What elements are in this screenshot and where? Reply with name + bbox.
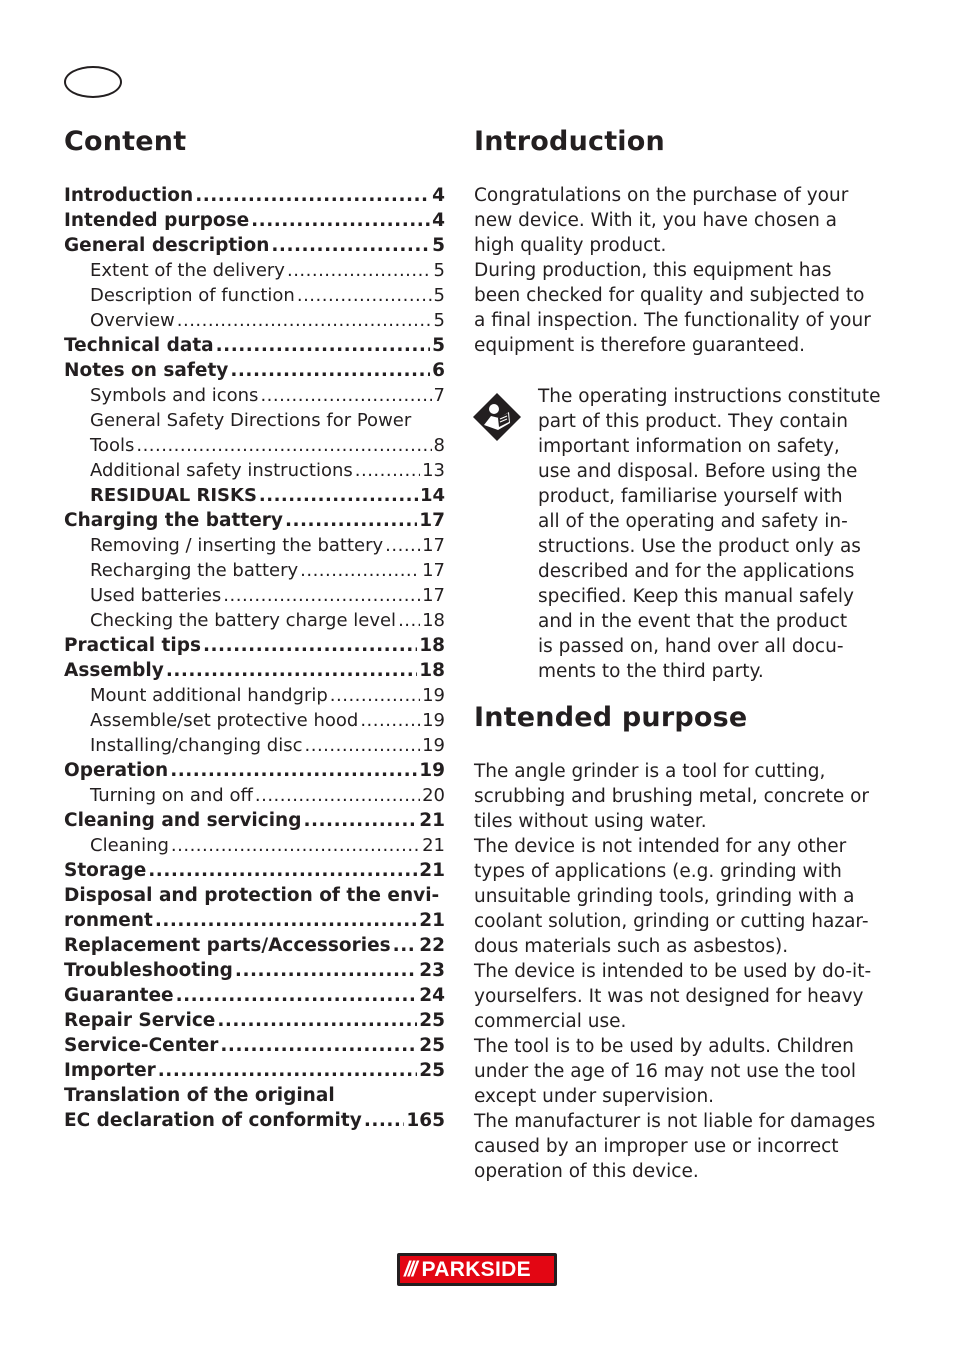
manual-note-line: The operating instructions constitute: [538, 386, 881, 407]
intended-purpose-line: dous materials such as asbestos).: [474, 936, 789, 957]
toc-leader-dots: [364, 1108, 405, 1133]
toc-leader-dots: [171, 833, 420, 858]
toc-entry-page: 21: [422, 835, 445, 856]
manual-note-line: part of this product. They contain: [538, 411, 848, 432]
toc-leader-dots: [230, 358, 430, 383]
toc-entry-page: 14: [419, 485, 445, 506]
toc-entry-label: Charging the battery: [64, 510, 283, 531]
toc-entry: [64, 783, 445, 808]
toc-entry-page: 7: [433, 385, 445, 406]
toc-entry-label: Importer: [64, 1060, 156, 1081]
toc-entry-label: Service-Center: [64, 1035, 219, 1056]
toc-entry-label: ronment: [64, 910, 153, 931]
toc-entry-label: Recharging the battery: [90, 560, 299, 581]
intended-purpose-line: The tool is to be used by adults. Children: [474, 1036, 854, 1057]
toc-entry: [64, 708, 445, 733]
toc-entry-label: Overview: [90, 310, 175, 331]
intended-purpose-line: yourselfers. It was not designed for heavy: [474, 986, 864, 1007]
manual-note-line: structions. Use the product only as: [538, 536, 861, 557]
toc-leader-dots: [360, 708, 420, 733]
toc-entry: [64, 1033, 445, 1058]
toc-entry-page: 21: [419, 910, 445, 931]
table-of-contents: [64, 183, 445, 1133]
toc-entry-label: Turning on and off: [90, 785, 253, 806]
manual-note-line: important information on safety,: [538, 436, 840, 457]
toc-leader-dots: [170, 758, 417, 783]
toc-leader-dots: [223, 583, 420, 608]
toc-leader-dots: [393, 933, 418, 958]
toc-entry: [64, 258, 445, 283]
toc-leader-dots: [255, 783, 420, 808]
toc-entry-label: Checking the battery charge level: [90, 610, 397, 631]
toc-entry-label: Extent of the delivery: [90, 260, 285, 281]
toc-entry-page: 19: [422, 735, 445, 756]
toc-entry: [64, 183, 445, 208]
toc-leader-dots: [385, 533, 420, 558]
toc-entry: [64, 958, 445, 983]
toc-entry-page: 18: [419, 635, 445, 656]
toc-entry-label: Repair Service: [64, 1010, 216, 1031]
toc-entry-page: 21: [419, 810, 445, 831]
intended-purpose-line: under the age of 16 may not use the tool: [474, 1061, 857, 1082]
toc-entry: [64, 1058, 445, 1083]
toc-entry: [64, 858, 445, 883]
toc-leader-dots: [220, 1033, 417, 1058]
toc-entry: [64, 833, 445, 858]
toc-entry-page: 17: [419, 510, 445, 531]
toc-entry: [64, 758, 445, 783]
toc-entry: [64, 983, 445, 1008]
toc-entry-label: Operation: [64, 760, 169, 781]
manual-note-line: use and disposal. Before using the: [538, 461, 858, 482]
toc-entry-page: 5: [433, 310, 445, 331]
toc-entry-page: 13: [422, 460, 445, 481]
toc-entry: [64, 233, 445, 258]
intended-purpose-line: types of applications (e.g. grinding with: [474, 861, 842, 882]
toc-entry: [64, 458, 445, 483]
toc-entry: [64, 508, 445, 533]
manual-note-line: specified. Keep this manual safely: [538, 586, 854, 607]
toc-entry-label: Tools: [90, 435, 135, 456]
toc-entry-label: Installing/changing disc: [90, 735, 303, 756]
toc-entry-label: Storage: [64, 860, 147, 881]
language-badge: [64, 66, 122, 98]
intended-purpose-line: except under supervision.: [474, 1086, 715, 1107]
toc-entry-label: General description: [64, 235, 270, 256]
toc-entry-page: 6: [432, 360, 445, 381]
toc-entry-label: Replacement parts/Accessories: [64, 935, 391, 956]
introduction-line: new device. With it, you have chosen a: [474, 210, 838, 231]
toc-entry-page: 18: [422, 610, 445, 631]
toc-leader-dots: [217, 1008, 417, 1033]
toc-entry-page: 4: [432, 210, 445, 231]
toc-entry: [64, 358, 445, 383]
logo-slashes: ///: [404, 1257, 416, 1281]
toc-leader-dots: [398, 608, 420, 633]
toc-leader-dots: [305, 733, 421, 758]
toc-entry-page: 5: [433, 285, 445, 306]
toc-entry-page: 5: [433, 260, 445, 281]
toc-entry-label: Removing / inserting the battery: [90, 535, 384, 556]
introduction-line: equipment is therefore guaranteed.: [474, 335, 806, 356]
toc-entry-label: Technical data: [64, 335, 214, 356]
toc-leader-dots: [158, 1058, 417, 1083]
manual-note-line: and in the event that the product: [538, 611, 848, 632]
intended-purpose-line: coolant solution, grinding or cutting hazar-: [474, 911, 869, 932]
toc-leader-dots: [176, 983, 418, 1008]
manual-note-line: product, familiarise yourself with: [538, 486, 843, 507]
toc-entry: [64, 1083, 445, 1108]
toc-entry-label: Description of function: [90, 285, 295, 306]
toc-entry-label: RESIDUAL RISKS: [90, 485, 257, 506]
intended-purpose-line: The device is not intended for any other: [474, 836, 847, 857]
parkside-logo: [397, 1253, 557, 1286]
toc-entry-page: 19: [422, 685, 445, 706]
toc-entry-label: EC declaration of conformity: [64, 1110, 362, 1131]
toc-entry-label: Notes on safety: [64, 360, 229, 381]
toc-entry-page: 25: [419, 1060, 445, 1081]
toc-entry-label: General Safety Directions for Power: [90, 410, 412, 431]
introduction-line: a final inspection. The functionality of your: [474, 310, 871, 331]
toc-entry-label: Assemble/set protective hood: [90, 710, 359, 731]
intended-purpose-line: The angle grinder is a tool for cutting,: [474, 761, 826, 782]
introduction-line: high quality product.: [474, 235, 667, 256]
toc-leader-dots: [177, 308, 432, 333]
introduction-line: Congratulations on the purchase of your: [474, 185, 849, 206]
toc-entry-page: 23: [419, 960, 445, 981]
toc-entry: [64, 483, 445, 508]
manual-note-text: [538, 384, 881, 684]
toc-entry-label: Cleaning: [90, 835, 169, 856]
intended-purpose-line: The manufacturer is not liable for damages: [474, 1111, 876, 1132]
toc-leader-dots: [216, 333, 430, 358]
toc-entry: [64, 308, 445, 333]
toc-entry: [64, 433, 445, 458]
toc-entry: [64, 633, 445, 658]
toc-leader-dots: [235, 958, 417, 983]
toc-entry-page: 22: [419, 935, 445, 956]
toc-entry: [64, 383, 445, 408]
toc-entry: [64, 683, 445, 708]
toc-entry-page: 18: [419, 660, 445, 681]
introduction-text: [474, 183, 871, 358]
introduction-heading: Introduction: [474, 126, 665, 157]
toc-leader-dots: [300, 558, 420, 583]
intended-purpose-line: The device is intended to be used by do-it-: [474, 961, 872, 982]
toc-entry-label: Symbols and icons: [90, 385, 259, 406]
intended-purpose-line: operation of this device.: [474, 1161, 699, 1182]
toc-leader-dots: [285, 508, 417, 533]
toc-entry-page: 8: [433, 435, 445, 456]
toc-entry: [64, 583, 445, 608]
toc-leader-dots: [195, 183, 430, 208]
toc-entry-label: Introduction: [64, 185, 194, 206]
intended-purpose-line: unsuitable grinding tools, grinding with a: [474, 886, 855, 907]
toc-entry-page: 5: [432, 335, 445, 356]
toc-leader-dots: [303, 808, 417, 833]
toc-entry: [64, 1108, 445, 1133]
toc-entry-page: 24: [419, 985, 445, 1006]
toc-leader-dots: [330, 683, 420, 708]
toc-leader-dots: [260, 383, 431, 408]
read-manual-icon: [472, 392, 522, 442]
toc-entry: [64, 608, 445, 633]
toc-entry: [64, 908, 445, 933]
intended-purpose-text: [474, 759, 875, 1184]
toc-leader-dots: [287, 258, 432, 283]
toc-entry-page: 165: [406, 1110, 445, 1131]
toc-entry: [64, 1008, 445, 1033]
toc-entry-label: Practical tips: [64, 635, 201, 656]
toc-entry-page: 17: [422, 560, 445, 581]
toc-leader-dots: [251, 208, 430, 233]
intended-purpose-line: scrubbing and brushing metal, concrete or: [474, 786, 870, 807]
manual-note-line: ments to the third party.: [538, 661, 764, 682]
toc-entry: [64, 808, 445, 833]
toc-leader-dots: [297, 283, 432, 308]
intended-purpose-line: tiles without using water.: [474, 811, 707, 832]
toc-entry: [64, 933, 445, 958]
toc-leader-dots: [148, 858, 417, 883]
toc-entry-page: 4: [432, 185, 445, 206]
toc-entry-label: Assembly: [64, 660, 164, 681]
toc-leader-dots: [166, 658, 417, 683]
toc-entry: [64, 208, 445, 233]
toc-leader-dots: [203, 633, 417, 658]
toc-entry: [64, 333, 445, 358]
toc-entry-page: 17: [422, 585, 445, 606]
introduction-line: been checked for quality and subjected to: [474, 285, 865, 306]
manual-note-line: all of the operating and safety in-: [538, 511, 848, 532]
toc-entry: [64, 658, 445, 683]
toc-leader-dots: [136, 433, 431, 458]
toc-entry-label: Guarantee: [64, 985, 174, 1006]
toc-entry-page: 17: [422, 535, 445, 556]
toc-entry: [64, 733, 445, 758]
toc-leader-dots: [271, 233, 430, 258]
intended-purpose-line: commercial use.: [474, 1011, 627, 1032]
toc-entry-label: Intended purpose: [64, 210, 250, 231]
toc-entry: [64, 408, 445, 433]
toc-entry-page: 25: [419, 1010, 445, 1031]
toc-entry-label: Translation of the original: [64, 1085, 335, 1106]
manual-note-line: is passed on, hand over all docu-: [538, 636, 844, 657]
toc-entry: [64, 883, 445, 908]
toc-entry-page: 20: [422, 785, 445, 806]
manual-note-line: described and for the applications: [538, 561, 855, 582]
toc-entry-page: 5: [432, 235, 445, 256]
toc-entry-page: 19: [419, 760, 445, 781]
toc-entry: [64, 558, 445, 583]
toc-entry-page: 21: [419, 860, 445, 881]
toc-entry-label: Mount additional handgrip: [90, 685, 328, 706]
toc-entry-label: Additional safety instructions: [90, 460, 353, 481]
toc-entry-label: Troubleshooting: [64, 960, 233, 981]
toc-entry-page: 19: [422, 710, 445, 731]
toc-entry-label: Disposal and protection of the envi-: [64, 885, 440, 906]
toc-entry-label: Cleaning and servicing: [64, 810, 302, 831]
toc-entry: [64, 283, 445, 308]
introduction-line: During production, this equipment has: [474, 260, 832, 281]
toc-leader-dots: [355, 458, 420, 483]
logo-brand: PARKSIDE: [421, 1257, 531, 1281]
intended-purpose-line: caused by an improper use or incorrect: [474, 1136, 839, 1157]
toc-heading: Content: [64, 126, 187, 157]
intended-purpose-heading: Intended purpose: [474, 702, 748, 733]
toc-entry-label: Used batteries: [90, 585, 222, 606]
toc-leader-dots: [155, 908, 417, 933]
toc-entry-page: 25: [419, 1035, 445, 1056]
toc-entry: [64, 533, 445, 558]
toc-leader-dots: [259, 483, 418, 508]
